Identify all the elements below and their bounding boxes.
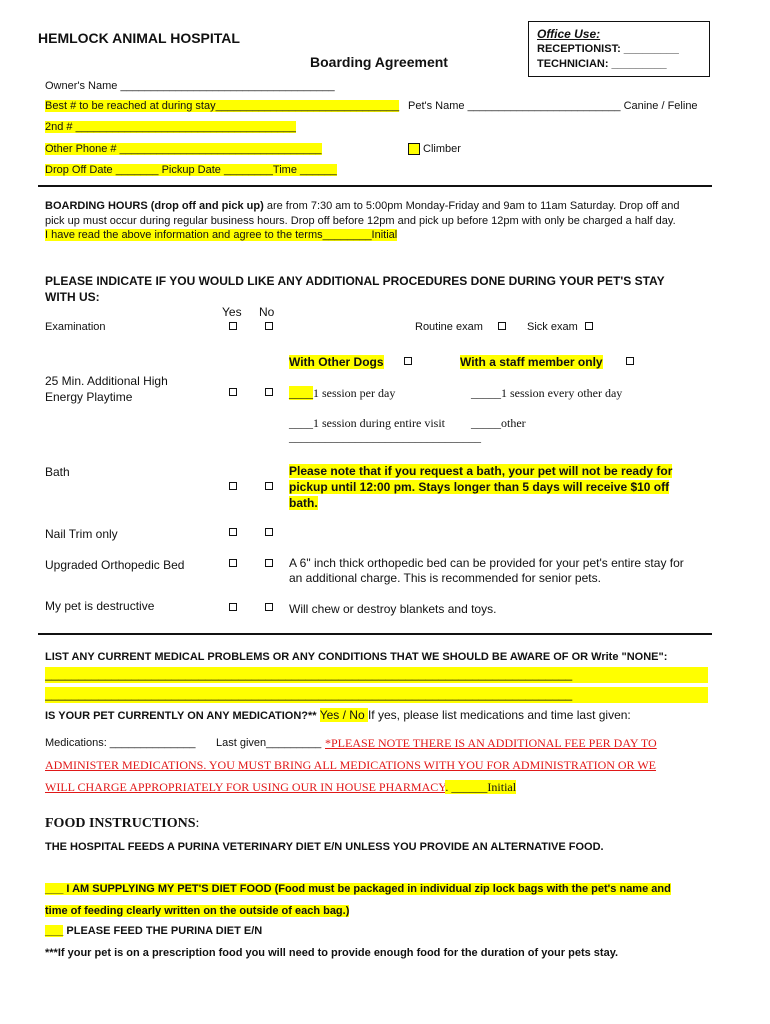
boarding-agree-initial[interactable]: I have read the above information and agree to the terms________Initial [45, 229, 398, 241]
destructive-no-checkbox[interactable] [265, 603, 273, 611]
medication-fee-note-2: ADMINISTER MEDICATIONS. YOU MUST BRING ALL MEDICATIONS WITH YOU FOR ADMINISTRATION OR WE [45, 758, 657, 772]
supplying-food-note: time of feeding clearly written on the outside of each bag.) [45, 905, 350, 917]
office-use-label: Office Use: [537, 27, 601, 41]
bath-label: Bath [45, 465, 70, 479]
medication-yes-no[interactable]: Yes / No [319, 708, 368, 722]
playtime-label-2: Energy Playtime [45, 390, 133, 404]
no-column-header: No [259, 305, 275, 319]
boarding-hours-text2: pick up must occur during regular business hours. Drop off before 12pm and pick up before 12pm with only be charged a half day. [45, 215, 676, 227]
owner-name-field[interactable]: Owner's Name ___________________________________ [45, 80, 335, 92]
procedures-heading-2: WITH US: [45, 290, 100, 304]
medical-heading: LIST ANY CURRENT MEDICAL PROBLEMS OR ANY CONDITIONS THAT WE SHOULD BE AWARE OF OR Write "NONE": [45, 651, 668, 663]
orthopedic-bed-note-2: an additional charge. This is recommended for senior pets. [289, 571, 601, 585]
examination-label: Examination [45, 321, 106, 333]
nail-trim-label: Nail Trim only [45, 527, 118, 541]
boarding-hours-bold: BOARDING HOURS (drop off and pick up) [45, 200, 264, 212]
bath-note-3: bath. [289, 496, 318, 510]
nail-trim-yes-checkbox[interactable] [229, 528, 237, 536]
sick-exam-checkbox[interactable] [585, 322, 593, 330]
medication-if-yes: If yes, please list medications and time last given: [367, 708, 631, 722]
session-entire-visit-option[interactable]: ____1 session during entire visit [289, 416, 445, 430]
with-other-dogs-label: With Other Dogs [289, 355, 384, 369]
second-number-field[interactable]: 2nd # ____________________________________ [45, 121, 296, 133]
climber-label: Climber [423, 143, 461, 155]
medication-fee-note-3 [45, 780, 516, 795]
with-other-dogs-checkbox[interactable] [404, 357, 412, 365]
examination-yes-checkbox[interactable] [229, 322, 237, 330]
medical-problems-line-1[interactable]: _______________________________________________________________________________ [45, 667, 708, 683]
destructive-note: Will chew or destroy blankets and toys. [289, 602, 497, 616]
bath-note: Please note that if you request a bath, your pet will not be ready for [289, 464, 673, 478]
dropoff-pickup-field[interactable]: Drop Off Date _______ Pickup Date ________Time ______ [45, 164, 337, 176]
medication-fee-initial[interactable]: . ______Initial [445, 780, 517, 794]
other-phone-field[interactable]: Other Phone # _________________________________ [45, 143, 322, 155]
orthopedic-bed-no-checkbox[interactable] [265, 559, 273, 567]
bath-note-2: pickup until 12:00 pm. Stays longer than 5 days will receive $10 off [289, 480, 670, 494]
session-other-line[interactable]: ________________________________ [289, 430, 481, 444]
playtime-yes-checkbox[interactable] [229, 388, 237, 396]
boarding-hours-text [45, 200, 680, 212]
playtime-label: 25 Min. Additional High [45, 374, 168, 388]
bath-no-checkbox[interactable] [265, 482, 273, 490]
session-per-day-option[interactable]: ____1 session per day [289, 386, 396, 400]
examination-no-checkbox[interactable] [265, 322, 273, 330]
hospital-diet-note: THE HOSPITAL FEEDS A PURINA VETERINARY DIET E/N UNLESS YOU PROVIDE AN ALTERNATIVE FOOD. [45, 841, 604, 853]
best-number-field[interactable]: Best # to be reached at during stay______________________________ [45, 100, 400, 112]
divider [38, 185, 712, 187]
technician-field[interactable]: TECHNICIAN: _________ [537, 58, 667, 70]
medical-problems-line-2[interactable]: _______________________________________________________________________________ [45, 687, 708, 703]
pet-name-field[interactable]: Pet's Name _________________________ Canine / Feline [408, 100, 698, 112]
office-use-box [528, 21, 710, 77]
climber-checkbox[interactable] [408, 143, 420, 155]
sick-exam-label: Sick exam [527, 321, 578, 333]
food-instructions-heading: FOOD INSTRUCTIONS: [45, 816, 200, 831]
medications-field[interactable]: Medications: ______________ [45, 737, 196, 749]
session-every-other-day-option[interactable]: _____1 session every other day [471, 386, 623, 400]
receptionist-field[interactable]: RECEPTIONIST: _________ [537, 43, 679, 55]
routine-exam-checkbox[interactable] [498, 322, 506, 330]
orthopedic-bed-note: A 6" inch thick orthopedic bed can be provided for your pet's entire stay for [289, 556, 684, 570]
playtime-no-checkbox[interactable] [265, 388, 273, 396]
hospital-name: HEMLOCK ANIMAL HOSPITAL [38, 30, 240, 46]
nail-trim-no-checkbox[interactable] [265, 528, 273, 536]
medication-fee-note: *PLEASE NOTE THERE IS AN ADDITIONAL FEE PER DAY TO [325, 736, 657, 750]
purina-diet-option[interactable]: ___ PLEASE FEED THE PURINA DIET E/N [45, 925, 263, 937]
yes-column-header: Yes [222, 305, 242, 319]
with-staff-label: With a staff member only [460, 355, 603, 369]
destructive-label: My pet is destructive [45, 599, 155, 613]
session-other-option[interactable]: _____other [471, 416, 526, 430]
destructive-yes-checkbox[interactable] [229, 603, 237, 611]
medication-question-row [45, 708, 631, 722]
bath-yes-checkbox[interactable] [229, 482, 237, 490]
orthopedic-bed-label: Upgraded Orthopedic Bed [45, 558, 185, 572]
document-title: Boarding Agreement [310, 54, 448, 70]
medication-fee-note-3-text: WILL CHARGE APPROPRIATELY FOR USING OUR IN HOUSE PHARMACY [45, 780, 446, 794]
divider [38, 633, 712, 635]
orthopedic-bed-yes-checkbox[interactable] [229, 559, 237, 567]
boarding-hours-text1: are from 7:30 am to 5:00pm Monday-Friday and 9am to 11am Saturday. Drop off and [263, 200, 680, 212]
procedures-heading: PLEASE INDICATE IF YOU WOULD LIKE ANY ADDITIONAL PROCEDURES DONE DURING YOUR PET'S STAY [45, 274, 665, 288]
with-staff-checkbox[interactable] [626, 357, 634, 365]
prescription-food-note: ***If your pet is on a prescription food you will need to provide enough food for the duration of your pets stay. [45, 947, 619, 959]
routine-exam-label: Routine exam [415, 321, 483, 333]
supplying-food-option[interactable]: ___ I AM SUPPLYING MY PET'S DIET FOOD (Food must be packaged in individual zip lock bags with the pet's name and [45, 883, 671, 895]
last-given-field[interactable]: Last given_________ [216, 737, 322, 749]
medication-question: IS YOUR PET CURRENTLY ON ANY MEDICATION?** [45, 710, 317, 722]
